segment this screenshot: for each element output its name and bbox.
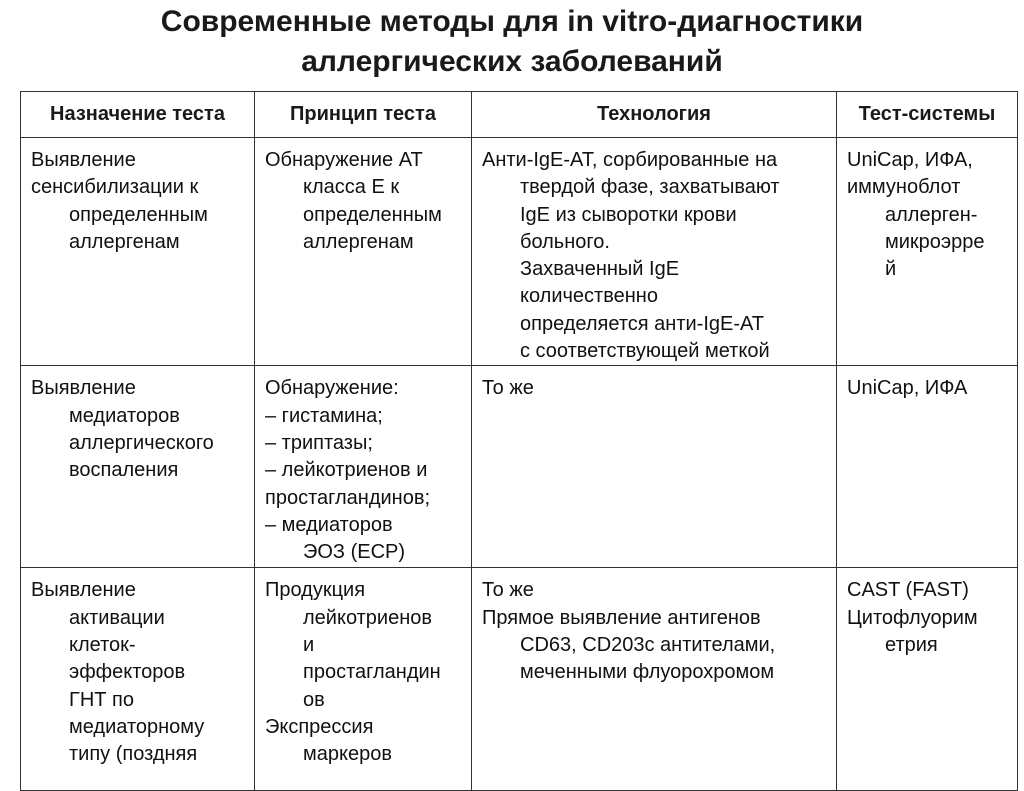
cell-line: меченными флуорохромом <box>520 661 775 684</box>
cell-line: CD63, CD203c антителами, <box>520 633 776 656</box>
cell-line: UniCap, ИФА <box>847 377 968 400</box>
cell-line: с соответствующей меткой <box>520 340 770 363</box>
cell-line: UniCap, ИФА, <box>847 149 973 171</box>
cell-line: – триптазы; <box>265 431 373 454</box>
cell-line: эффекторов <box>69 661 186 684</box>
cell-line: аллергического <box>69 431 214 454</box>
cell-line: клеток- <box>69 633 136 656</box>
cell-line: Обнаружение: <box>265 377 399 400</box>
cell-line: медиаторному <box>69 715 205 738</box>
cell-line: Прямое выявление антигенов <box>482 606 761 629</box>
cell-line: количественно <box>520 285 658 308</box>
cell-line: – гистамина; <box>265 404 383 427</box>
cell-technology <box>472 568 837 791</box>
title-line-1: Современные методы для in vitro-диагностики <box>160 5 864 38</box>
cell-line: аллерген- <box>885 203 978 226</box>
cell-line: активации <box>69 606 165 629</box>
cell-line: Выявление <box>31 149 136 171</box>
cell-purpose <box>21 366 255 568</box>
cell-purpose <box>21 568 255 791</box>
cell-line: и <box>303 633 315 656</box>
cell-line: определенным <box>303 203 442 226</box>
cell-line: То же <box>482 377 534 400</box>
cell-line: CAST (FAST) <box>847 579 969 602</box>
cell-line: То же <box>482 579 534 602</box>
title-line-2: аллергических заболеваний <box>301 45 723 78</box>
cell-systems <box>837 366 1018 568</box>
header-technology: Технология <box>472 92 837 138</box>
cell-line: аллергенам <box>303 230 414 253</box>
cell-line: Цитофлуорим <box>847 606 978 629</box>
header-principle: Принцип теста <box>255 92 472 138</box>
table-row <box>21 568 1018 791</box>
cell-systems <box>837 568 1018 791</box>
cell-line: больного. <box>520 230 610 253</box>
cell-systems <box>837 138 1018 366</box>
cell-line: Захваченный IgE <box>520 258 680 281</box>
cell-line: аллергенам <box>69 230 180 253</box>
cell-line: типу (поздняя <box>69 743 198 766</box>
cell-technology <box>472 366 837 568</box>
cell-line: определенным <box>69 203 208 226</box>
cell-principle <box>255 138 472 366</box>
cell-line: етрия <box>885 633 938 656</box>
cell-line: й <box>885 258 897 281</box>
cell-line: медиаторов <box>69 404 180 427</box>
cell-line: Продукция <box>265 579 366 602</box>
cell-line: Экспрессия <box>265 715 374 738</box>
cell-line: Выявление <box>31 377 136 400</box>
table-header-row <box>21 92 1018 138</box>
cell-line: ов <box>303 688 325 711</box>
cell-line: Обнаружение АТ <box>265 149 423 171</box>
cell-line: твердой фазе, захватывают <box>520 176 780 199</box>
cell-line: лейкотриенов <box>303 606 432 629</box>
cell-line: сенсибилизации к <box>31 176 199 199</box>
cell-line: маркеров <box>303 743 392 766</box>
cell-technology <box>472 138 837 366</box>
cell-line: IgE из сыворотки крови <box>520 203 737 226</box>
cell-line: Выявление <box>31 579 136 602</box>
cell-line: иммуноблот <box>847 176 961 199</box>
cell-principle <box>255 366 472 568</box>
cell-line: – лейкотриенов и <box>265 459 428 482</box>
table-row <box>21 138 1018 366</box>
cell-line: класса Е к <box>303 176 400 199</box>
cell-line: простагландин <box>303 661 441 684</box>
cell-line: простагландинов; <box>265 486 431 509</box>
cell-principle <box>255 568 472 791</box>
header-purpose: Назначение теста <box>21 92 255 138</box>
cell-line: воспаления <box>69 459 179 482</box>
cell-line: ЭОЗ (ЕСР) <box>303 541 406 564</box>
cell-line: микроэрре <box>885 230 985 253</box>
cell-line: – медиаторов <box>265 513 393 536</box>
diagnostics-table <box>20 91 1018 791</box>
header-systems: Тест-системы <box>837 92 1018 138</box>
cell-line: Анти-IgE-АТ, сорбированные на <box>482 149 778 171</box>
cell-purpose <box>21 138 255 366</box>
cell-line: определяется анти-IgE-АТ <box>520 312 765 335</box>
cell-line: ГНТ по <box>69 688 134 711</box>
page-title <box>0 2 1024 82</box>
table-row <box>21 366 1018 568</box>
